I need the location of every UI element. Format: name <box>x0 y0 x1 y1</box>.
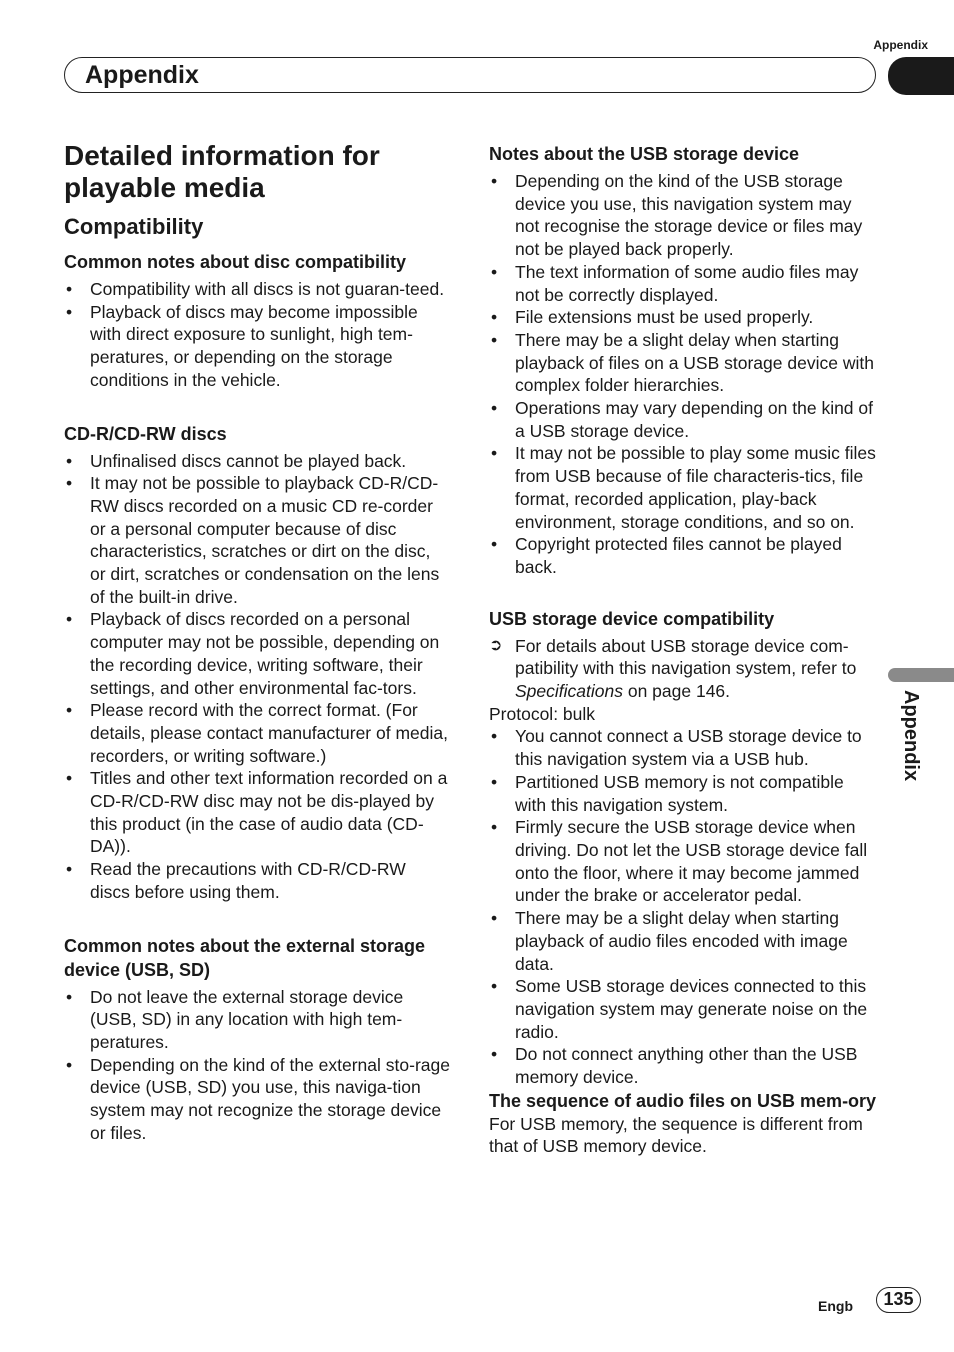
list-item <box>489 397 879 442</box>
bullet-icon: • <box>66 473 73 494</box>
list-item <box>64 301 450 392</box>
list-item-text: The text information of some audio files may not be correctly displayed. <box>515 261 859 305</box>
list-item-text: Do not connect anything other than the USB memory device. <box>515 1044 858 1088</box>
list-item-text: It may not be possible to play some music files from USB because of file characteris-tics, file format, recorded application, play-back environment, storage conditions, and so on. <box>515 443 876 532</box>
list-item <box>489 771 879 816</box>
audio-sequence-text: For USB memory, the sequence is different from that of USB memory device. <box>489 1113 863 1157</box>
reference-text-after: on page 146. <box>622 681 731 702</box>
list-item-text: Titles and other text information recorded on a CD-R/CD-RW disc may not be dis-played by this product (in the case of audio data (CD-DA)). <box>90 768 448 857</box>
usb-compat-list <box>489 725 879 1088</box>
bullet-icon: • <box>66 1054 73 1075</box>
side-index-tab <box>888 668 954 682</box>
list-item-text: Copyright protected files cannot be played back. <box>515 534 842 577</box>
list-item <box>489 907 879 975</box>
list-item <box>489 975 879 1043</box>
reference-text-before: For details about USB storage device com-patibility with this navigation system, refer to <box>515 635 857 679</box>
list-item <box>64 767 450 858</box>
list-item-text: Do not leave the external storage device (USB, SD) in any location with high tem-peratures. <box>90 986 404 1052</box>
bullet-icon: • <box>491 976 498 997</box>
side-index-label: Appendix <box>900 690 922 782</box>
bullet-icon: • <box>66 609 73 630</box>
compatibility-heading: Compatibility <box>64 214 204 239</box>
list-item-text: Please record with the correct format. (For details, please contact manufacturer of media, recorders, or writing software.) <box>90 700 448 766</box>
list-item <box>64 472 450 608</box>
list-item-text: There may be a slight delay when starting playback of files on a USB storage device with complex folder hierarchies. <box>515 329 874 396</box>
bullet-icon: • <box>491 534 498 555</box>
bullet-icon: • <box>491 817 498 838</box>
list-item <box>64 450 450 473</box>
right-column <box>489 142 879 1158</box>
page-title: Detailed information for playable media <box>64 140 380 203</box>
usb-notes-heading: Notes about the USB storage device <box>489 144 800 164</box>
bullet-icon: • <box>491 261 498 282</box>
bullet-icon: • <box>66 301 73 322</box>
list-item-text: Playback of discs recorded on a personal computer may not be possible, depending on the recording device, writing software, their settings, and other environmental fac-tors. <box>90 609 440 698</box>
list-item <box>489 725 879 770</box>
bullet-icon: • <box>66 279 73 299</box>
bullet-icon: • <box>66 859 73 880</box>
list-item-text: Unfinalised discs cannot be played back. <box>90 450 407 471</box>
bullet-icon: • <box>491 329 498 350</box>
list-item <box>489 170 879 261</box>
list-item <box>64 858 450 903</box>
bullet-icon: • <box>66 986 73 1007</box>
list-item <box>64 986 450 1054</box>
usb-compat-reference <box>489 635 879 703</box>
usb-notes-list <box>489 170 879 579</box>
list-item <box>489 261 879 306</box>
list-item-text: Operations may vary depending on the kind of a USB storage device. <box>515 398 873 441</box>
usb-compat-heading: USB storage device compatibility <box>489 608 775 629</box>
cdr-discs-heading: CD-R/CD-RW discs <box>64 423 227 444</box>
list-item-text: Depending on the kind of the external sto-rage device (USB, SD) you use, this naviga-tion system may not recognize the storage device or files. <box>90 1054 450 1143</box>
arrow-right-icon: ➲ <box>489 636 503 654</box>
list-item-text: Some USB storage devices connected to this navigation system may generate noise on the radio. <box>515 976 868 1042</box>
list-item <box>64 608 450 699</box>
external-storage-list <box>64 986 450 1145</box>
footer-language: Engb <box>818 1298 853 1314</box>
list-item <box>64 1054 450 1145</box>
list-item <box>489 306 879 329</box>
audio-sequence-heading: The sequence of audio files on USB mem-ory <box>489 1090 877 1111</box>
cdr-discs-list <box>64 450 450 904</box>
bullet-icon: • <box>491 771 498 792</box>
reference-link-specifications[interactable]: Specifications <box>515 681 623 702</box>
page-number: 135 <box>876 1287 921 1313</box>
section-header-title: Appendix <box>85 61 199 89</box>
bullet-icon: • <box>66 450 73 471</box>
bullet-icon: • <box>491 908 498 929</box>
list-item <box>489 329 879 397</box>
list-item <box>489 1043 879 1088</box>
list-item-text: It may not be possible to playback CD-R/CD-RW discs recorded on a music CD re-corder or a personal computer because of disc characteristics, scratches or dirt on the disc, or dirt, scratches or condensation on the lens of the built-in drive. <box>90 473 440 607</box>
bullet-icon: • <box>491 398 498 419</box>
list-item-text: Playback of discs may become impossible with direct exposure to sunlight, high tem-peratures, or depending on the storage conditions in the vehicle. <box>90 301 418 390</box>
bullet-icon: • <box>491 307 498 328</box>
section-header-bar <box>64 57 876 93</box>
running-header-label: Appendix <box>873 38 928 52</box>
bullet-icon: • <box>491 726 498 747</box>
bullet-icon: • <box>66 700 73 721</box>
list-item <box>489 533 879 578</box>
list-item-text: Compatibility with all discs is not guaran-teed. <box>90 279 445 299</box>
bullet-icon: • <box>491 171 498 191</box>
list-item <box>489 442 879 533</box>
list-item <box>64 278 450 301</box>
header-tab-block <box>888 57 954 95</box>
list-item-text: Depending on the kind of the USB storage device you use, this navigation system may not recognise the storage device or files may not be played back properly. <box>515 171 863 260</box>
external-storage-heading: Common notes about the external storage device (USB, SD) <box>64 935 426 980</box>
list-item-text: You cannot connect a USB storage device to this navigation system via a USB hub. <box>515 726 862 770</box>
disc-notes-heading: Common notes about disc compatibility <box>64 252 407 272</box>
bullet-icon: • <box>66 768 73 789</box>
list-item <box>64 699 450 767</box>
list-item-text: There may be a slight delay when starting playback of audio files encoded with image data. <box>515 908 848 974</box>
list-item <box>489 816 879 907</box>
left-column <box>64 140 450 1145</box>
list-item-text: Read the precautions with CD-R/CD-RW discs before using them. <box>90 859 406 902</box>
bullet-icon: • <box>491 443 498 464</box>
list-item-text: File extensions must be used properly. <box>515 307 814 328</box>
list-item-text: Partitioned USB memory is not compatible with this navigation system. <box>515 771 844 815</box>
bullet-icon: • <box>491 1044 498 1065</box>
protocol-text: Protocol: bulk <box>489 703 596 724</box>
list-item-text: Firmly secure the USB storage device when driving. Do not let the USB storage device fall onto the floor, where it may become jammed under the brake or accelerator pedal. <box>515 817 868 906</box>
disc-notes-list <box>64 278 450 392</box>
side-index-label-wrap <box>898 690 926 802</box>
